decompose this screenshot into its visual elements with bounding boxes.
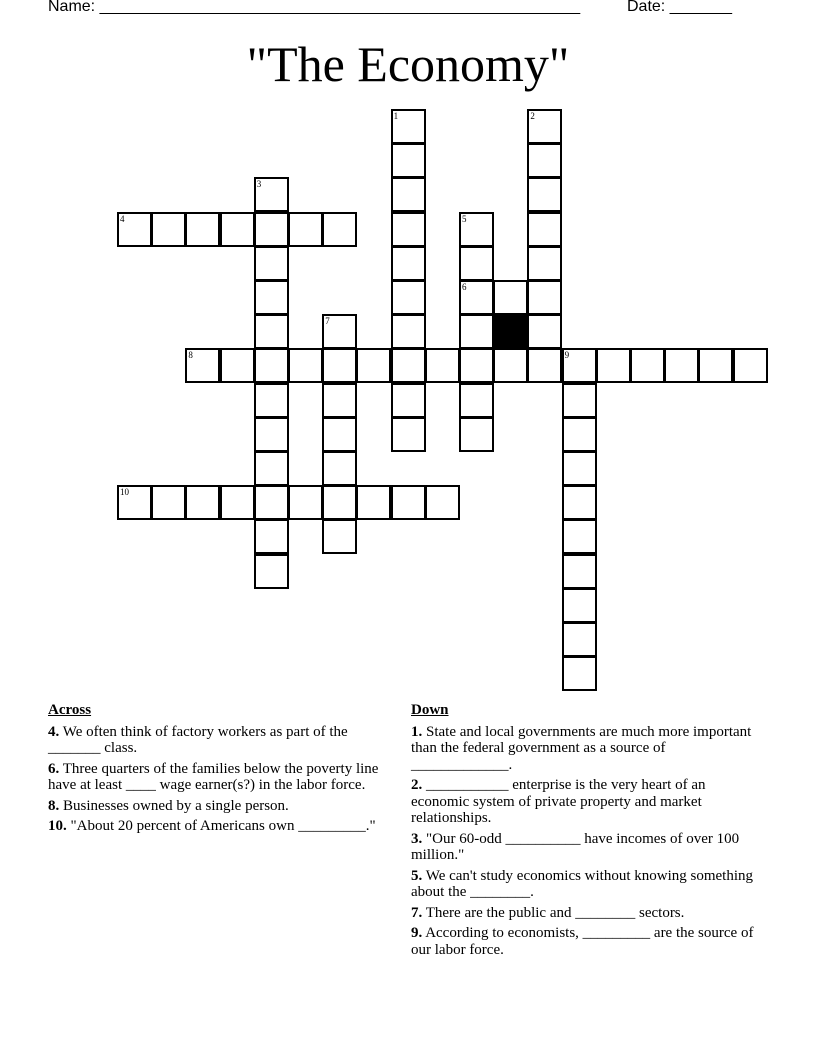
grid-cell[interactable] [254, 383, 289, 418]
down-clue-5 [411, 868, 761, 901]
page-title: "The Economy" [246, 36, 570, 92]
grid-cell[interactable] [425, 348, 460, 383]
clue-number-label: 6 [462, 282, 467, 292]
grid-cell[interactable] [185, 485, 220, 520]
clue-number: 10. [48, 818, 67, 834]
grid-cell[interactable] [527, 109, 562, 144]
grid-cell[interactable] [562, 519, 597, 554]
date-field[interactable]: Date: _______ [627, 0, 732, 15]
grid-cell[interactable] [220, 212, 255, 247]
grid-cell[interactable] [391, 314, 426, 349]
grid-cell[interactable] [493, 348, 528, 383]
grid-cell[interactable] [254, 417, 289, 452]
clue-number-label: 7 [325, 316, 330, 327]
grid-cell[interactable] [254, 519, 289, 554]
across-clue-4 [48, 724, 393, 757]
clue-number-label: 5 [462, 213, 467, 224]
grid-cell[interactable] [459, 212, 494, 247]
grid-cell[interactable] [391, 246, 426, 281]
grid-cell[interactable] [391, 417, 426, 452]
grid-cell[interactable] [425, 485, 460, 520]
clue-text: "Our 60-odd __________ have incomes of over 100 million." [411, 830, 740, 863]
clue-number: 3. [411, 830, 423, 847]
clue-text: "About 20 percent of Americans own _________." [70, 818, 376, 834]
grid-cell[interactable] [391, 212, 426, 247]
grid-cell[interactable] [733, 348, 768, 383]
grid-cell[interactable] [527, 280, 562, 315]
across-clues [48, 702, 393, 839]
clue-number: 8. [48, 797, 60, 814]
black-square [493, 314, 528, 349]
grid-cell[interactable] [391, 280, 426, 315]
clue-text: According to economists, _________ are the source of our labor force. [411, 925, 754, 958]
clue-text: We often think of factory workers as part of the _______ class. [48, 723, 348, 756]
clue-number: 6. [48, 760, 60, 777]
grid-cell[interactable] [459, 280, 494, 315]
grid-cell[interactable] [391, 177, 426, 212]
clue-text: ___________ enterprise is the very heart of an economic system of private property and market relationships. [411, 777, 706, 826]
across-clue-6 [48, 761, 393, 794]
clue-number: 7. [411, 904, 423, 921]
grid-cell[interactable] [664, 348, 699, 383]
down-heading: Down [411, 702, 449, 718]
clue-number-label: 2 [530, 111, 535, 121]
grid-cell[interactable] [220, 485, 255, 520]
down-clues [411, 702, 761, 962]
grid-cell[interactable] [459, 314, 494, 349]
grid-cell[interactable] [527, 143, 562, 178]
grid-cell[interactable] [562, 348, 597, 383]
grid-cell[interactable] [356, 485, 391, 520]
grid-cell[interactable] [527, 246, 562, 281]
grid-cell[interactable] [322, 485, 357, 520]
grid-cell[interactable] [562, 485, 597, 520]
across-heading: Across [48, 702, 92, 718]
grid-cell[interactable] [493, 280, 528, 315]
clue-number: 5. [411, 867, 423, 884]
down-clue-9 [411, 925, 761, 958]
grid-cell[interactable] [562, 588, 597, 623]
grid-cell[interactable] [254, 280, 289, 315]
clue-number: 4. [48, 723, 60, 740]
grid-cell[interactable] [459, 348, 494, 383]
down-clue-1 [411, 724, 761, 774]
grid-cell[interactable] [391, 109, 426, 144]
grid-cell[interactable] [117, 212, 152, 247]
across-clue-8 [48, 798, 393, 815]
grid-cell[interactable] [254, 485, 289, 520]
grid-cell[interactable] [527, 177, 562, 212]
down-clue-7 [411, 905, 761, 922]
grid-cell[interactable] [185, 348, 220, 383]
grid-cell[interactable] [185, 212, 220, 247]
grid-cell[interactable] [322, 314, 357, 349]
grid-cell[interactable] [527, 348, 562, 383]
clue-number-label: 4 [120, 213, 125, 224]
clue-number: 9. [411, 925, 423, 941]
grid-cell[interactable] [562, 554, 597, 589]
grid-cell[interactable] [288, 348, 323, 383]
grid-cell[interactable] [562, 656, 597, 691]
clue-text: State and local governments are much more important than the federal government as a source of _____________. [411, 723, 752, 773]
grid-cell[interactable] [254, 177, 289, 212]
grid-cell[interactable] [562, 622, 597, 657]
grid-cell[interactable] [322, 451, 357, 486]
clue-number: 1. [411, 723, 423, 740]
grid-cell[interactable] [322, 417, 357, 452]
grid-cell[interactable] [254, 246, 289, 281]
grid-cell[interactable] [596, 348, 631, 383]
grid-cell[interactable] [322, 348, 357, 383]
grid-cell[interactable] [391, 383, 426, 418]
down-clue-2 [411, 777, 761, 827]
clue-text: We can't study economics without knowing something about the ________. [411, 867, 754, 900]
grid-cell[interactable] [562, 417, 597, 452]
grid-cell[interactable] [459, 417, 494, 452]
clue-number-label: 8 [188, 350, 193, 361]
grid-cell[interactable] [254, 554, 289, 589]
clue-text: Three quarters of the families below the poverty line have at least ____ wage earner(s?) in the labor force. [48, 760, 379, 793]
grid-cell[interactable] [254, 348, 289, 383]
clue-number: 2. [411, 777, 423, 793]
across-clue-10 [48, 818, 393, 835]
grid-cell[interactable] [630, 348, 665, 383]
grid-cell[interactable] [391, 485, 426, 520]
grid-cell[interactable] [117, 485, 152, 520]
grid-cell[interactable] [698, 348, 733, 383]
grid-cell[interactable] [391, 143, 426, 178]
name-field[interactable]: Name: ______________________________________________________ [48, 0, 581, 15]
grid-cell[interactable] [151, 212, 186, 247]
grid-cell[interactable] [254, 451, 289, 486]
clue-number-label: 9 [564, 350, 570, 361]
clue-text: There are the public and ________ sectors. [425, 904, 685, 921]
grid-cell[interactable] [288, 485, 323, 520]
grid-cell[interactable] [322, 212, 357, 247]
grid-cell[interactable] [356, 348, 391, 383]
grid-cell[interactable] [288, 212, 323, 247]
grid-cell[interactable] [562, 383, 597, 418]
clue-text: Businesses owned by a single person. [63, 797, 289, 814]
grid-cell[interactable] [391, 348, 426, 383]
grid-cell[interactable] [220, 348, 255, 383]
grid-cell[interactable] [322, 383, 357, 418]
clue-number-label: 1 [393, 111, 399, 121]
grid-cell[interactable] [322, 519, 357, 554]
grid-cell[interactable] [527, 212, 562, 247]
grid-cell[interactable] [562, 451, 597, 486]
down-clue-3 [411, 831, 761, 864]
grid-cell[interactable] [254, 212, 289, 247]
grid-cell[interactable] [459, 246, 494, 281]
clue-number-label: 3 [256, 179, 262, 190]
clue-number-label: 10 [120, 487, 129, 498]
grid-cell[interactable] [151, 485, 186, 520]
grid-cell[interactable] [527, 314, 562, 349]
grid-cell[interactable] [459, 383, 494, 418]
grid-cell[interactable] [254, 314, 289, 349]
